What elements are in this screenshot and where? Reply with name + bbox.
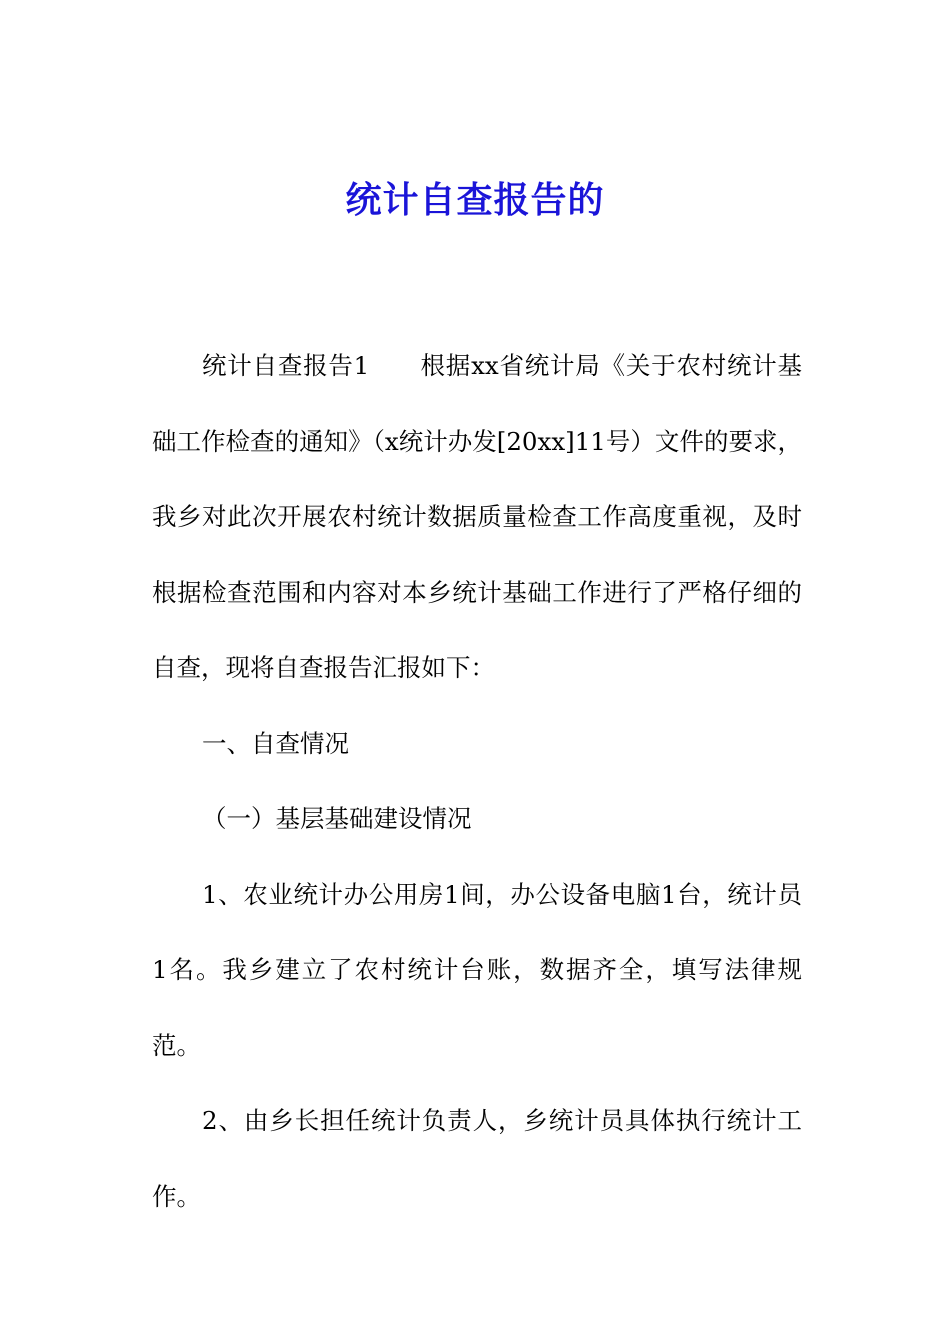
document-title: 统计自查报告的	[345, 180, 605, 221]
section-heading: 一、自查情况	[202, 728, 349, 758]
subsection-heading: （一）基层基础建设情况	[202, 804, 472, 833]
paragraph-item-2: 2、由乡长担任统计负责人，乡统计员具体执行统计工作。	[152, 1106, 802, 1211]
paragraph-intro: 统计自查报告1 根据xx省统计局《关于农村统计基础工作检查的通知》（x统计办发[20xx]11号）文件的要求，我乡对此次开展农村统计数据质量检查工作高度重视，及时根据检查范围和内容对本乡统计基础工作进行了严格仔细的自查，现将自查报告汇报如下：	[152, 351, 802, 682]
document-body	[152, 328, 802, 1234]
paragraph-item-1: 1、农业统计办公用房1间，办公设备电脑1台，统计员1名。我乡建立了农村统计台账，数据齐全，填写法律规范。	[152, 879, 802, 1060]
